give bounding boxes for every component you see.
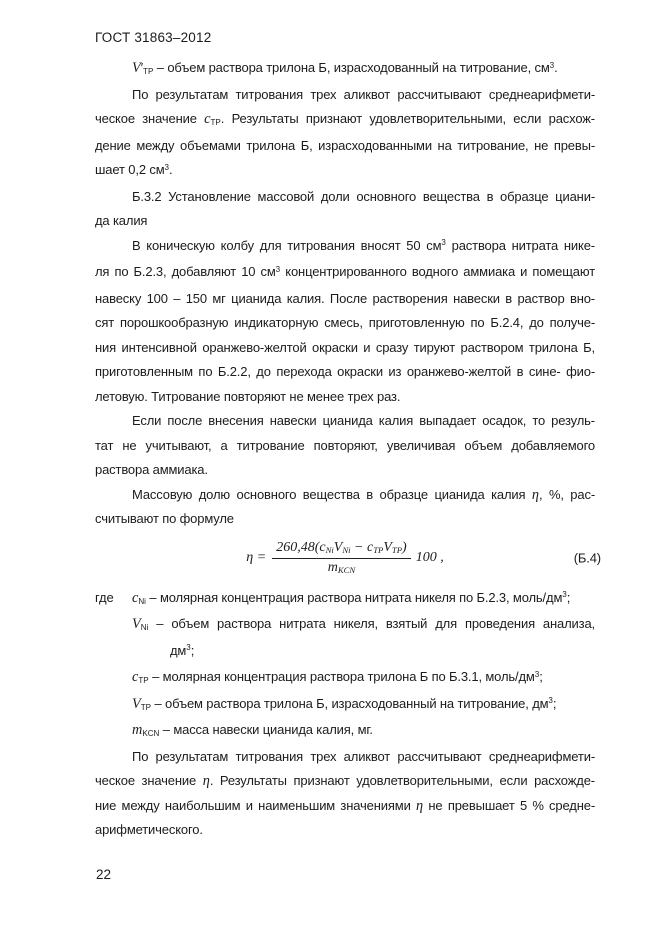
text-line: ния интенсивной оранжево-желтой окраски и сразу тируют раствором трилона Б, <box>95 339 595 355</box>
body-text-bottom <box>95 745 595 843</box>
definition-line: $m_{KCN}$ – масса навески цианида калия, мг. <box>132 722 373 739</box>
formula-equation <box>246 540 443 576</box>
text-line: тат не учитывают, а титрование повторяют, увеличивая объем добавляемого <box>95 437 595 453</box>
definition-line: $V_{Ni}$ – объем раствора нитрата никеля, взятый для проведения анализа, <box>132 616 595 633</box>
equation-number: (Б.4) <box>573 550 601 565</box>
formula-block <box>95 539 601 576</box>
body-text-top <box>95 56 595 532</box>
formula-fraction <box>272 540 411 576</box>
page-number: 22 <box>96 867 112 882</box>
text-line: приготовленным по Б.2.2, до перехода окраски из оранжево-желтой в сине- фио- <box>95 364 595 379</box>
formula-lhs: η = <box>246 549 267 565</box>
text-line: В коническую колбу для титрования вносят 50 $см^3$ раствора нитрата нике- <box>132 237 595 253</box>
text-line: считывают по формуле <box>95 511 234 526</box>
definitions-intro: где <box>95 589 114 605</box>
text-line: По результатам титрования трех аликвот рассчитывают среднеарифмети- <box>132 748 595 764</box>
text-line: Если после внесения навески цианида калия выпадает осадок, то резуль- <box>132 413 595 428</box>
text-line: ля по Б.2.3, добавляют 10 $см^3$ концентрированного водного аммиака и помещают <box>95 264 596 279</box>
text-line: Б.3.2 Установление массовой доли основного вещества в образце циани- <box>132 188 595 204</box>
text-line: да калия <box>95 213 148 228</box>
definition-line: $V_{ТР}$ – объем раствора трилона Б, израсходованный на титрование, $дм^3$; <box>132 695 557 712</box>
text-line: ческое значение η. Результаты признают удовлетворительными, если расхожде- <box>95 773 595 789</box>
definition-line: $c_{Ni}$ – молярная концентрация раствора нитрата никеля по Б.2.3, моль/$дм^3$; <box>132 589 571 606</box>
text-line: навеску 100 – 150 мг цианида калия. После растворения навески в раствор вно- <box>95 290 595 306</box>
definition-line: $c_{ТР}$ – молярная концентрация раствора трилона Б по Б.3.1, моль/$дм^3$; <box>132 669 543 686</box>
formula-denominator: $m_{KCN}$ <box>327 559 356 575</box>
definition-line: $дм^3$; <box>170 642 195 658</box>
document-body <box>95 56 601 843</box>
text-line: шает 0,2 $см^3$. <box>95 162 173 177</box>
text-line: арифметического. <box>95 822 203 837</box>
text-line: летовую. Титрование повторяют не менее трех раз. <box>95 388 401 404</box>
text-line: сят порошкообразную индикаторную смесь, приготовленную по Б.2.4, до получе- <box>95 315 595 330</box>
doc-header-number: ГОСТ 31863–2012 <box>95 30 212 45</box>
definitions-list <box>95 586 595 745</box>
formula-numerator: $260,48(c_{Ni}V_{Ni} - c_{ТР}V_{ТР})$ <box>272 540 411 559</box>
formula-rhs: 100 , <box>415 549 444 565</box>
text-line: дение между объемами трилона Б, израсходованными на титрование, не превы- <box>95 137 595 153</box>
text-line: ние между наибольшим и наименьшим значениями η не превышает 5 % средне- <box>95 797 596 814</box>
text-line: $V'_{ТР}$ – объем раствора трилона Б, израсходованный на титрование, $см^3$. <box>132 60 558 77</box>
text-line: По результатам титрования трех аликвот рассчитывают среднеарифмети- <box>132 86 595 102</box>
text-line: раствора аммиака. <box>95 462 208 477</box>
text-line: ческое значение $c_{ТР}$. Результаты признают удовлетворительными, если расхож- <box>95 111 595 128</box>
text-line: Массовую долю основного вещества в образце цианида калия η, %, рас- <box>132 486 595 503</box>
